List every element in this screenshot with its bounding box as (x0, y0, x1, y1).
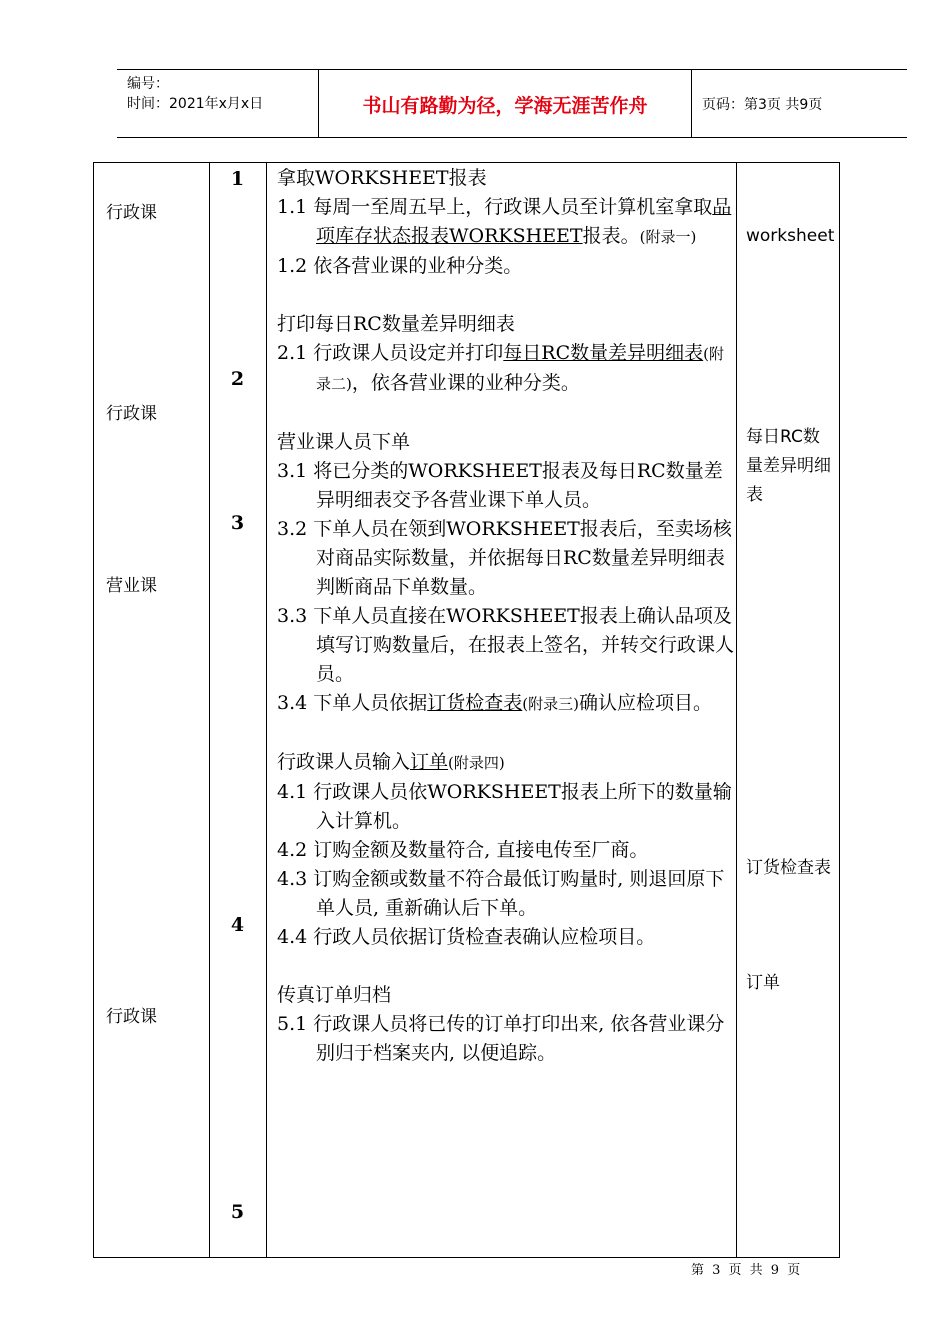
step-line: 4.4 行政人员依据订货检查表确认应检项目。 (277, 926, 656, 948)
form-link: 品项库存状态报表WORKSHEET (316, 196, 732, 247)
dept-label: 营业课 (106, 576, 157, 596)
step-line: 3.2 下单人员在领到WORKSHEET报表后，至卖场核对商品实际数量，并依据每日RC数量差异明细表判断商品下单数量。 (277, 518, 732, 598)
step-line: 3.4 下单人员依据订货检查表(附录三)确认应检项目。 (277, 692, 713, 714)
header-divider (691, 70, 692, 137)
header-page-number: 页码：第3页 共9页 (702, 97, 823, 113)
step-number: 1 (230, 168, 245, 190)
doc-time-label: 时间：2021年x月x日 (127, 96, 264, 112)
step-title: 拿取WORKSHEET报表 (277, 167, 487, 189)
step-line: 4.2 订购金额及数量符合, 直接电传至厂商。 (277, 839, 649, 861)
step-line: 1.2 依各营业课的业种分类。 (277, 255, 523, 277)
form-link: 订货检查表 (427, 692, 523, 714)
form-link: 每日RC数量差异明细表 (503, 342, 704, 364)
step-line: 3.3 下单人员直接在WORKSHEET报表上确认品项及填写订购数量后，在报表上签名，并转交行政课人员。 (277, 605, 735, 685)
form-name: 每日RC数量差异明细表 (746, 427, 831, 505)
dept-label: 行政课 (106, 1007, 157, 1027)
step-number: 5 (230, 1201, 245, 1223)
step-line: 4.3 订购金额或数量不符合最低订购量时, 则退回原下单人员, 重新确认后下单。 (277, 868, 725, 919)
header-meta (127, 74, 263, 114)
dept-label: 行政课 (106, 203, 157, 223)
step-title: 打印每日RC数量差异明细表 (277, 313, 515, 335)
step-number: 4 (230, 914, 245, 936)
column-divider (209, 163, 210, 1257)
form-link: 订单 (410, 751, 449, 773)
doc-number-label: 编号： (127, 76, 169, 92)
step-line: 5.1 行政课人员将已传的订单打印出来, 依各营业课分别归于档案夹内, 以便追踪。 (277, 1013, 725, 1064)
step-title: 行政课人员输入订单(附录四) (277, 751, 505, 773)
step-title: 传真订单归档 (277, 984, 392, 1006)
procedure-text (277, 164, 737, 1068)
step-title: 营业课人员下单 (277, 431, 411, 453)
form-name: 订单 (746, 973, 780, 993)
page-header (117, 69, 907, 138)
form-name: 订货检查表 (746, 858, 831, 878)
procedure-table (93, 162, 840, 1258)
footer-page-number: 第 3 页 共 9 页 (691, 1263, 803, 1278)
step-line: 1.1 每周一至周五早上，行政课人员至计算机室拿取品项库存状态报表WORKSHEET报表。(附录一) (277, 196, 732, 247)
header-motto: 书山有路勤为径，学海无涯苦作舟 (362, 95, 648, 117)
step-line: 3.1 将已分类的WORKSHEET报表及每日RC数量差异明细表交予各营业课下单人员。 (277, 460, 723, 511)
column-divider (266, 163, 267, 1257)
step-number: 2 (230, 368, 245, 390)
step-number: 3 (230, 512, 245, 534)
form-name: worksheet (746, 226, 835, 246)
step-line: 2.1 行政课人员设定并打印每日RC数量差异明细表(附录二)，依各营业课的业种分类。 (277, 342, 724, 394)
dept-label: 行政课 (106, 404, 157, 424)
step-line: 4.1 行政课人员依WORKSHEET报表上所下的数量输入计算机。 (277, 781, 732, 832)
